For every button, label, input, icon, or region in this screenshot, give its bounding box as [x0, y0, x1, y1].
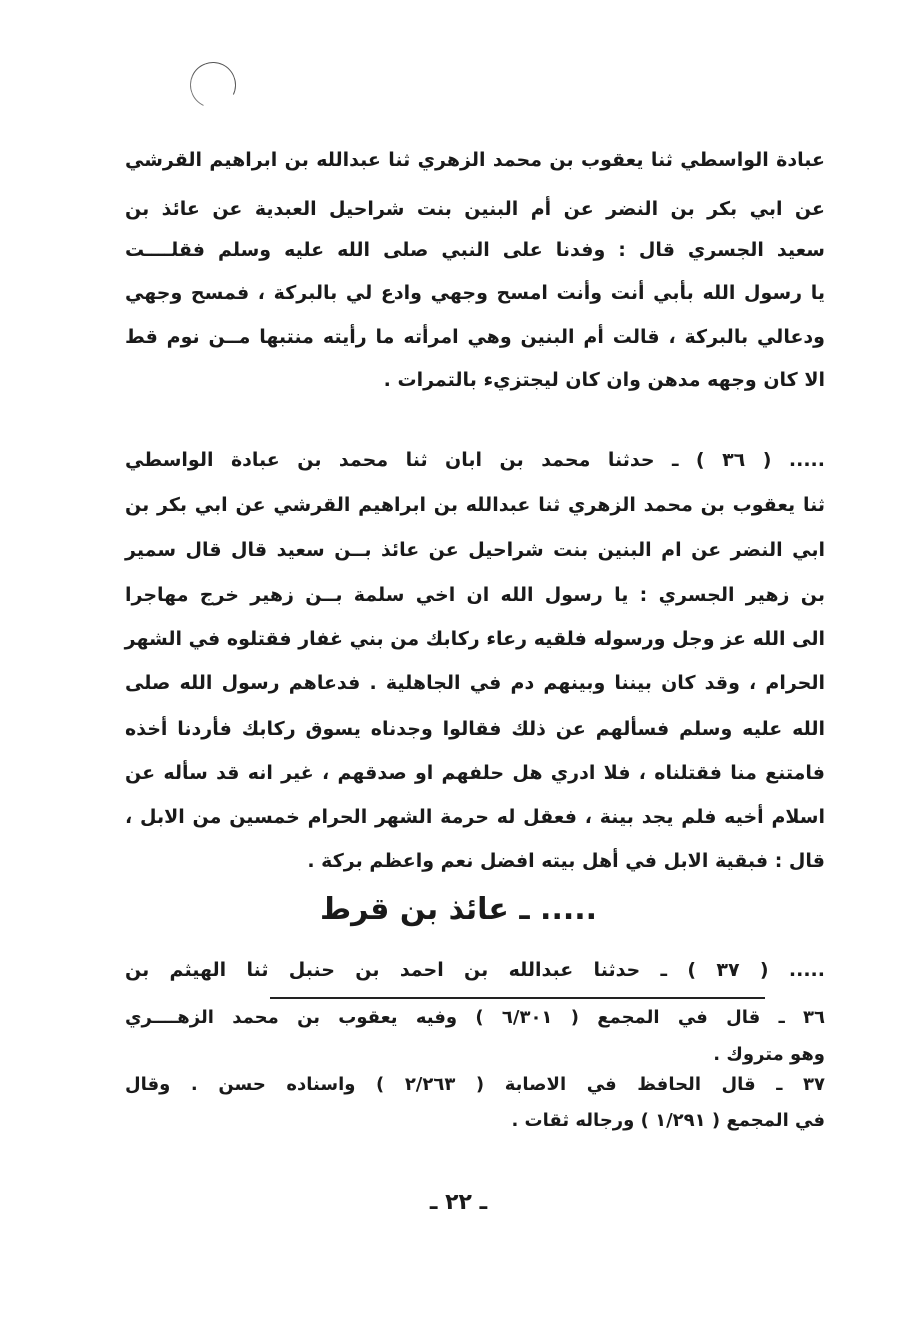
text-line: سعيد الجسري قال : وفدنا على النبي صلى الله عليه وسلم فقلــــت [125, 239, 825, 261]
text-line: عن ابي بكر بن النضر عن أم البنين بنت شراحيل العبدية عن عائذ بن [125, 198, 825, 220]
page-corner-mark [184, 56, 243, 115]
hadith-37-opening-line: ..... ( ٣٧ ) ـ حدثنا عبدالله بن احمد بن حنبل ثنا الهيثم بن [125, 959, 825, 981]
footnote-36-continuation: وهو متروك . [713, 1044, 825, 1065]
text-line: قال : فبقية الابل في أهل بيته افضل نعم واعظم بركة . [307, 850, 825, 872]
text-line: عبادة الواسطي ثنا يعقوب بن محمد الزهري ثنا عبدالله بن ابراهيم القرشي [125, 149, 825, 171]
text-line: الى الله عز وجل ورسوله فلقيه رعاء ركابك من بني غفار فقتلوه في الشهر [124, 628, 825, 650]
section-heading: ..... ـ عائذ بن قرط [319, 892, 598, 927]
text-line: ابي النضر عن ام البنين بنت شراحيل عن عائذ بــن سعيد قال قال سمير [125, 539, 825, 561]
text-line: الحرام ، وقد كان بيننا وبينهم دم في الجاهلية . فدعاهم رسول الله صلى [125, 672, 825, 694]
text-line: الله عليه وسلم فسألهم عن ذلك فقالوا وجدناه يسوق ركابك فأردنا أخذه [125, 718, 825, 740]
text-line: فامتنع منا فقتلناه ، فلا ادري هل حلفهم او صدقهم ، غير انه قد سأله عن [125, 762, 825, 784]
footnote-37: ٣٧ ـ قال الحافظ في الاصابة ( ٢/٢٦٣ ) واسناده حسن . وقال [125, 1074, 826, 1095]
hadith-36-opening-line: ..... ( ٣٦ ) ـ حدثنا محمد بن ابان ثنا محمد بن عبادة الواسطي [125, 449, 825, 471]
text-line: يا رسول الله بأبي أنت وأنت امسح وجهي وادع لي بالبركة ، فمسح وجهي [125, 282, 825, 304]
footnote-36: ٣٦ ـ قال في المجمع ( ٦/٣٠١ ) وفيه يعقوب بن محمد الزهــــري [125, 1007, 825, 1028]
page-number: ـ ٢٢ ـ [429, 1190, 488, 1215]
footnote-37-continuation: في المجمع ( ١/٢٩١ ) ورجاله ثقات . [511, 1110, 825, 1131]
text-line: اسلام أخيه فلم يجد بينة ، فعقل له حرمة الشهر الحرام خمسين من الابل ، [125, 806, 825, 828]
text-line: بن زهير الجسري : يا رسول الله ان اخي سلمة بــن زهير خرج مهاجرا [125, 584, 825, 606]
text-line: ثنا يعقوب بن محمد الزهري ثنا عبدالله بن ابراهيم القرشي عن ابي بكر بن [125, 494, 825, 516]
text-line: ودعالي بالبركة ، قالت أم البنين وهي امرأته ما رأيته منتبها مــن نوم قط [125, 326, 825, 348]
text-line: الا كان وجهه مدهن وان كان ليجتزيء بالتمرات . [383, 369, 825, 391]
footnote-divider [270, 997, 765, 999]
